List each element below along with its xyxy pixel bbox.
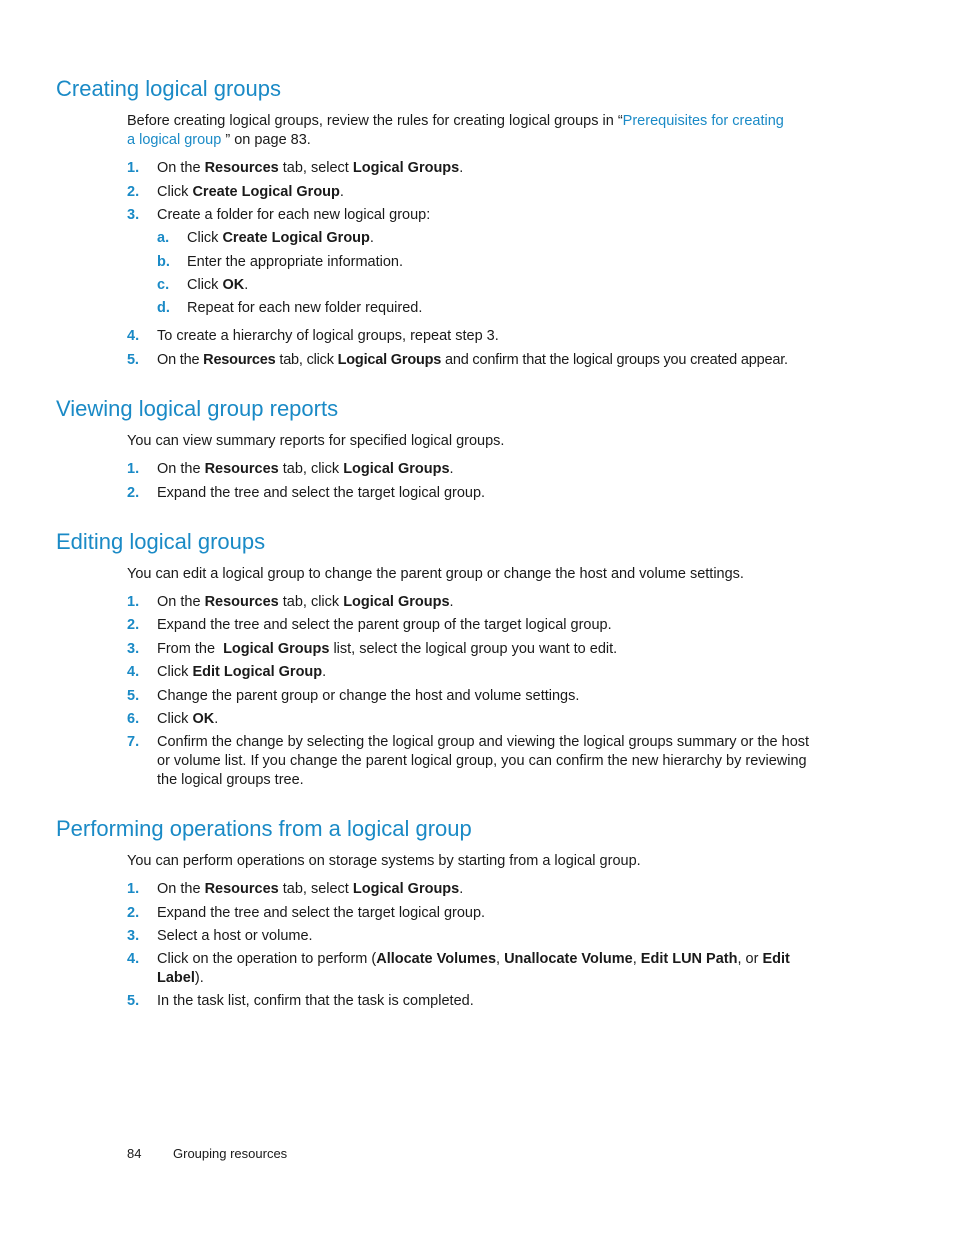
viewing-intro: You can view summary reports for specified logical groups.: [127, 433, 505, 449]
sub-list-item: d. Repeat for each new folder required.: [157, 300, 423, 316]
sub-list-item: b. Enter the appropriate information.: [157, 254, 404, 270]
chapter-title: Grouping resources: [173, 1146, 288, 1161]
list-item: 5. Change the parent group or change the host and volume settings.: [127, 688, 580, 704]
section-heading-creating: Creating logical groups: [56, 76, 282, 101]
prerequisites-link[interactable]: Prerequisites for creating a logical group: [127, 113, 784, 148]
performing-intro: You can perform operations on storage systems by starting from a logical group.: [127, 853, 641, 869]
section-heading-performing: Performing operations from a logical group: [56, 816, 472, 841]
list-item: 4. To create a hierarchy of logical groups, repeat step 3.: [127, 328, 499, 344]
intro-text-after: ” on page 83.: [221, 132, 311, 148]
list-item: 2. Expand the tree and select the target logical group.: [127, 485, 486, 501]
list-item: 1. On the Resources tab, click Logical Groups.: [127, 594, 454, 610]
list-item: 3. Create a folder for each new logical group:: [127, 207, 431, 223]
list-item: 6. Click OK.: [127, 711, 219, 727]
editing-intro: You can edit a logical group to change the parent group or change the host and volume settings.: [127, 566, 744, 582]
list-item: 5. In the task list, confirm that the task is completed.: [127, 993, 474, 1009]
section-heading-editing: Editing logical groups: [56, 529, 266, 554]
page-number: 84: [127, 1146, 142, 1161]
list-item: 5. On the Resources tab, click Logical Groups and confirm that the logical groups you created appear.: [127, 352, 788, 368]
creating-intro: [127, 112, 817, 150]
list-item: 3. From the Logical Groups list, select the logical group you want to edit.: [127, 641, 618, 657]
list-item: 3. Select a host or volume.: [127, 928, 313, 944]
list-item: 1. On the Resources tab, select Logical Groups.: [127, 881, 464, 897]
sub-list-item: c. Click OK.: [157, 277, 249, 293]
list-item: 7. Confirm the change by selecting the logical group and viewing the logical groups summary or the host or volume list. If you change the parent logical group, you can confirm the new hierarchy by reviewing the logical groups tree.: [127, 734, 810, 788]
list-item: 4. Click Edit Logical Group.: [127, 664, 327, 680]
list-item: 4. Click on the operation to perform (Allocate Volumes, Unallocate Volume, Edit LUN Path, or Edit Label).: [127, 951, 790, 986]
intro-text: Before creating logical groups, review the rules for creating logical groups in “: [127, 113, 623, 129]
list-item: 2. Expand the tree and select the parent group of the target logical group.: [127, 617, 612, 633]
section-heading-viewing: Viewing logical group reports: [56, 396, 339, 421]
list-item: 2. Expand the tree and select the target logical group.: [127, 905, 486, 921]
list-item: 2. Click Create Logical Group.: [127, 184, 344, 200]
list-item: 1. On the Resources tab, select Logical Groups.: [127, 160, 464, 176]
sub-list-item: a. Click Create Logical Group.: [157, 230, 374, 246]
list-item: 1. On the Resources tab, click Logical Groups.: [127, 461, 454, 477]
